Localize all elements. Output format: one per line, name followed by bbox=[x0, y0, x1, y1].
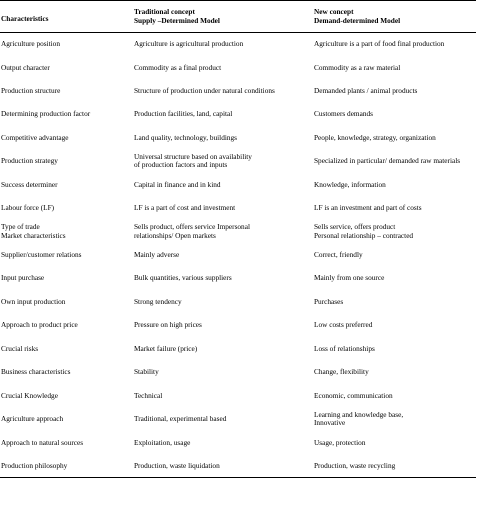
new-concept-cell-text: Production, waste recycling bbox=[314, 460, 396, 470]
traditional-cell-text: Bulk quantities, various suppliers bbox=[134, 273, 232, 283]
characteristic-cell-text: Crucial risks bbox=[1, 343, 39, 353]
traditional-cell-text: Structure of production under natural conditions bbox=[134, 85, 275, 95]
characteristic-cell-text: Competitive advantage bbox=[1, 132, 69, 142]
traditional-cell bbox=[133, 220, 313, 243]
traditional-cell-text: Exploitation, usage bbox=[134, 437, 191, 447]
characteristic-cell bbox=[0, 384, 133, 407]
characteristic-cell-text: Determining production factor bbox=[1, 109, 91, 119]
traditional-cell-text: relationships/ Open markets bbox=[134, 230, 216, 240]
header-new-concept bbox=[313, 1, 476, 33]
new-concept-cell-text: Specialized in particular/ demanded raw materials bbox=[314, 156, 461, 166]
new-concept-cell-text: Low costs preferred bbox=[314, 320, 373, 330]
traditional-cell-text: Commodity as a final product bbox=[134, 62, 222, 72]
header-characteristics bbox=[0, 1, 133, 33]
new-concept-cell bbox=[313, 150, 476, 173]
new-concept-cell bbox=[313, 431, 476, 454]
table-row bbox=[0, 150, 476, 173]
new-concept-cell bbox=[313, 337, 476, 360]
characteristic-cell bbox=[0, 79, 133, 102]
table-row bbox=[0, 431, 476, 454]
table-header bbox=[0, 1, 476, 33]
characteristic-cell-text: Business characteristics bbox=[1, 367, 71, 377]
header-characteristics-label: Characteristics bbox=[1, 13, 49, 23]
characteristic-cell bbox=[0, 337, 133, 360]
new-concept-cell-text: Innovative bbox=[314, 418, 346, 428]
new-concept-cell-text: Usage, protection bbox=[314, 437, 366, 447]
characteristic-cell-text: Production strategy bbox=[1, 156, 58, 166]
traditional-cell bbox=[133, 454, 313, 477]
new-concept-cell-text: Learning and knowledge base, bbox=[314, 409, 404, 419]
header-new-model: Demand-determined Model bbox=[314, 15, 401, 25]
table-row bbox=[0, 33, 476, 56]
table-row bbox=[0, 314, 476, 337]
traditional-cell bbox=[133, 431, 313, 454]
characteristic-cell-text: Input purchase bbox=[1, 273, 45, 283]
characteristic-cell bbox=[0, 56, 133, 79]
new-concept-cell bbox=[313, 384, 476, 407]
characteristic-cell bbox=[0, 220, 133, 243]
characteristic-cell-text: Approach to product price bbox=[1, 320, 78, 330]
characteristic-cell bbox=[0, 290, 133, 313]
header-traditional-model: Supply –Determined Model bbox=[134, 15, 220, 25]
characteristic-cell bbox=[0, 267, 133, 290]
new-concept-cell-text: Purchases bbox=[314, 296, 344, 306]
traditional-cell-text: Land quality, technology, buildings bbox=[134, 132, 238, 142]
new-concept-cell-text: Personal relationship – contracted bbox=[314, 230, 414, 240]
characteristic-cell bbox=[0, 314, 133, 337]
new-concept-cell bbox=[313, 197, 476, 220]
traditional-cell bbox=[133, 337, 313, 360]
new-concept-cell-text: Loss of relationships bbox=[314, 343, 375, 353]
traditional-cell bbox=[133, 33, 313, 56]
characteristic-cell-text: Type of trade bbox=[1, 222, 40, 232]
new-concept-cell-text: People, knowledge, strategy, organization bbox=[314, 132, 436, 142]
new-concept-cell-text: Commodity as a raw material bbox=[314, 62, 401, 72]
table-row bbox=[0, 267, 476, 290]
characteristic-cell-text: Market characteristics bbox=[1, 230, 66, 240]
characteristic-cell-text: Labour force (LF) bbox=[1, 203, 55, 213]
table-row bbox=[0, 361, 476, 384]
characteristic-cell-text: Production structure bbox=[1, 85, 61, 95]
new-concept-cell-text: LF is an investment and part of costs bbox=[314, 203, 422, 213]
characteristic-cell bbox=[0, 408, 133, 431]
traditional-cell bbox=[133, 290, 313, 313]
table-row bbox=[0, 337, 476, 360]
new-concept-cell-text: Change, flexibility bbox=[314, 367, 369, 377]
characteristic-cell bbox=[0, 103, 133, 126]
traditional-cell-text: of production factors and inputs bbox=[134, 160, 228, 170]
new-concept-cell bbox=[313, 290, 476, 313]
table-body bbox=[0, 33, 476, 478]
characteristic-cell bbox=[0, 431, 133, 454]
characteristic-cell-text: Agriculture approach bbox=[1, 414, 64, 424]
traditional-cell bbox=[133, 314, 313, 337]
traditional-cell bbox=[133, 408, 313, 431]
new-concept-cell bbox=[313, 267, 476, 290]
new-concept-cell-text: Economic, communication bbox=[314, 390, 393, 400]
table-row bbox=[0, 454, 476, 477]
new-concept-cell bbox=[313, 454, 476, 477]
characteristic-cell-text: Production philosophy bbox=[1, 460, 68, 470]
new-concept-cell bbox=[313, 408, 476, 431]
new-concept-cell bbox=[313, 79, 476, 102]
new-concept-cell bbox=[313, 314, 476, 337]
characteristic-cell-text: Crucial Knowledge bbox=[1, 390, 58, 400]
characteristic-cell-text: Agriculture position bbox=[1, 39, 60, 49]
traditional-cell-text: Stability bbox=[134, 367, 159, 377]
new-concept-cell-text: Knowledge, information bbox=[314, 179, 386, 189]
new-concept-cell bbox=[313, 361, 476, 384]
traditional-cell bbox=[133, 267, 313, 290]
traditional-cell-text: Technical bbox=[134, 390, 163, 400]
traditional-cell-text: Production, waste liquidation bbox=[134, 460, 220, 470]
traditional-cell-text: Pressure on high prices bbox=[134, 320, 202, 330]
traditional-cell bbox=[133, 173, 313, 196]
characteristic-cell bbox=[0, 126, 133, 149]
characteristic-cell-text: Success determiner bbox=[1, 179, 58, 189]
traditional-cell-text: Market failure (price) bbox=[134, 343, 198, 353]
traditional-cell bbox=[133, 197, 313, 220]
traditional-cell bbox=[133, 384, 313, 407]
characteristic-cell bbox=[0, 33, 133, 56]
header-new-title: New concept bbox=[314, 7, 354, 17]
table-row bbox=[0, 384, 476, 407]
table-row bbox=[0, 220, 476, 243]
characteristic-cell-text: Supplier/customer relations bbox=[1, 250, 82, 259]
table-row bbox=[0, 103, 476, 126]
new-concept-cell-text: Sells service, offers product bbox=[314, 222, 396, 232]
table-row bbox=[0, 243, 476, 266]
new-concept-cell-text: Demanded plants / animal products bbox=[314, 85, 418, 95]
new-concept-cell-text: Mainly from one source bbox=[314, 273, 385, 283]
traditional-cell bbox=[133, 56, 313, 79]
traditional-cell bbox=[133, 150, 313, 173]
traditional-cell-text: Agriculture is agricultural production bbox=[134, 39, 244, 49]
new-concept-cell-text: Agriculture is a part of food final production bbox=[314, 39, 445, 49]
traditional-cell bbox=[133, 103, 313, 126]
header-row bbox=[0, 1, 476, 33]
characteristic-cell bbox=[0, 454, 133, 477]
new-concept-cell bbox=[313, 56, 476, 79]
table-row bbox=[0, 290, 476, 313]
traditional-cell bbox=[133, 361, 313, 384]
new-concept-cell bbox=[313, 103, 476, 126]
table-row bbox=[0, 79, 476, 102]
new-concept-cell-text: Customers demands bbox=[314, 109, 373, 119]
new-concept-cell bbox=[313, 173, 476, 196]
characteristic-cell-text: Own input production bbox=[1, 296, 66, 306]
new-concept-cell bbox=[313, 220, 476, 243]
header-traditional-concept bbox=[133, 1, 313, 33]
characteristic-cell bbox=[0, 197, 133, 220]
traditional-cell bbox=[133, 79, 313, 102]
new-concept-cell-text: Correct, friendly bbox=[314, 250, 363, 259]
characteristic-cell-text: Approach to natural sources bbox=[1, 437, 84, 447]
traditional-cell-text: Traditional, experimental based bbox=[134, 414, 227, 424]
traditional-cell bbox=[133, 243, 313, 266]
table-row bbox=[0, 56, 476, 79]
traditional-cell-text: Production facilities, land, capital bbox=[134, 109, 233, 119]
traditional-cell-text: LF is a part of cost and investment bbox=[134, 203, 236, 213]
characteristic-cell-text: Output character bbox=[1, 62, 50, 72]
traditional-cell-text: Mainly adverse bbox=[134, 250, 180, 259]
traditional-cell-text: Sells product, offers service Impersonal bbox=[134, 222, 250, 232]
table-row bbox=[0, 173, 476, 196]
header-traditional-title: Traditional concept bbox=[134, 7, 195, 17]
traditional-cell bbox=[133, 126, 313, 149]
traditional-cell-text: Universal structure based on availability bbox=[134, 152, 252, 162]
new-concept-cell bbox=[313, 126, 476, 149]
new-concept-cell bbox=[313, 243, 476, 266]
characteristic-cell bbox=[0, 243, 133, 266]
characteristic-cell bbox=[0, 173, 133, 196]
traditional-cell-text: Strong tendency bbox=[134, 296, 182, 306]
table-row bbox=[0, 126, 476, 149]
characteristic-cell bbox=[0, 150, 133, 173]
traditional-cell-text: Capital in finance and in kind bbox=[134, 179, 221, 189]
new-concept-cell bbox=[313, 33, 476, 56]
table-row bbox=[0, 197, 476, 220]
table-row bbox=[0, 408, 476, 431]
characteristic-cell bbox=[0, 361, 133, 384]
